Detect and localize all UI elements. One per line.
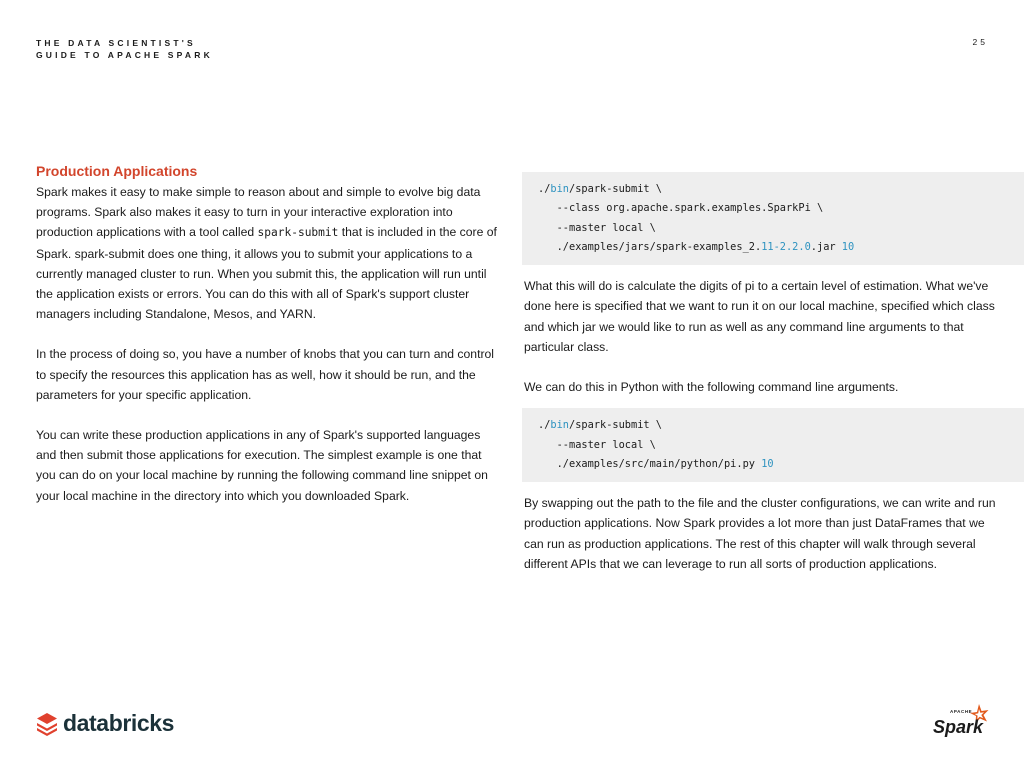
left-paragraph-1 [36, 182, 498, 324]
right-paragraph-2: We can do this in Python with the following command line arguments. [524, 380, 899, 394]
code-line: --master local \ [538, 438, 656, 451]
apache-spark-logo [930, 703, 992, 739]
left-column [36, 162, 498, 506]
right-paragraph-3: By swapping out the path to the file and the cluster configurations, we can write and run production applications. Now Spark provides a lot more than just DataFrames that we can run as production applications. The rest of this chapter will walk through several different APIs that we can leverage to run all sorts of production applications. [524, 496, 996, 571]
code-token: /spark-submit \ [569, 183, 663, 195]
spark-logo-wordmark: Spark [933, 717, 984, 737]
section-title: Production Applications [36, 163, 198, 179]
databricks-wordmark: databricks [63, 710, 175, 736]
code-token: ./examples/jars/spark-examples_2. [538, 240, 762, 253]
code-token: ./ [538, 183, 551, 195]
left-paragraph-3: You can write these production applications in any of Spark's supported languages and then submit those applications for execution. The simplest example is one that you can do on your local machine by running the following command line snippet on your local machine in the directory into which you downloaded Spark. [36, 428, 488, 503]
databricks-logo-icon [36, 712, 58, 736]
right-column [524, 172, 1004, 574]
spark-logo-apache-text: APACHE [950, 709, 973, 714]
page-number: 25 [972, 37, 988, 47]
code-line [538, 416, 1024, 435]
code-token: ./ [538, 419, 551, 432]
right-paragraph-1: What this will do is calculate the digits of pi to a certain level of estimation. What we've done here is specified that we want to run it on our local machine, specified which class and which jar we would like to run as well as any command line arguments to that particular class. [524, 279, 995, 354]
code-block-python [522, 408, 1024, 482]
code-token: 10 [761, 457, 774, 470]
header-title-line2: GUIDE TO APACHE SPARK [36, 50, 213, 60]
header-title [36, 37, 213, 61]
code-block-scala [522, 172, 1024, 265]
databricks-logo [36, 710, 174, 737]
code-token: ./examples/src/main/python/pi.py [538, 457, 762, 470]
code-line [538, 180, 1024, 199]
code-token: /spark-submit \ [569, 419, 663, 432]
code-line [538, 238, 1024, 257]
left-paragraph-1-text-a: Spark makes it easy to make simple to reason about and simple to evolve big data programs. Spark also makes it easy to turn in your interactive exploration into production applications with a tool called [36, 185, 481, 240]
header-title-line1: THE DATA SCIENTIST'S [36, 38, 196, 48]
code-line: --master local \ [538, 221, 656, 234]
left-paragraph-1-text-b: that is included in the core of Spark. spark-submit does one thing, it allows you to submit your applications to a currently managed cluster to run. When you submit this, the application will run until the application exists or errors. You can do this with all of Spark's support cluster managers including Standalone, Mesos, and YARN. [36, 225, 497, 322]
code-line [538, 455, 1024, 474]
code-token: bin [550, 419, 570, 432]
code-line: --class org.apache.spark.examples.SparkPi \ [538, 202, 824, 215]
code-token: 11-2.2.0 [761, 240, 811, 253]
code-token: .jar [810, 240, 842, 253]
inline-code-spark-submit: spark-submit [257, 226, 339, 240]
code-token: bin [550, 183, 570, 195]
code-token: 10 [841, 240, 855, 253]
left-paragraph-2: In the process of doing so, you have a number of knobs that you can turn and control to specify the resources this application has as well, how it should be run, and the parameters for your specific application. [36, 347, 494, 402]
